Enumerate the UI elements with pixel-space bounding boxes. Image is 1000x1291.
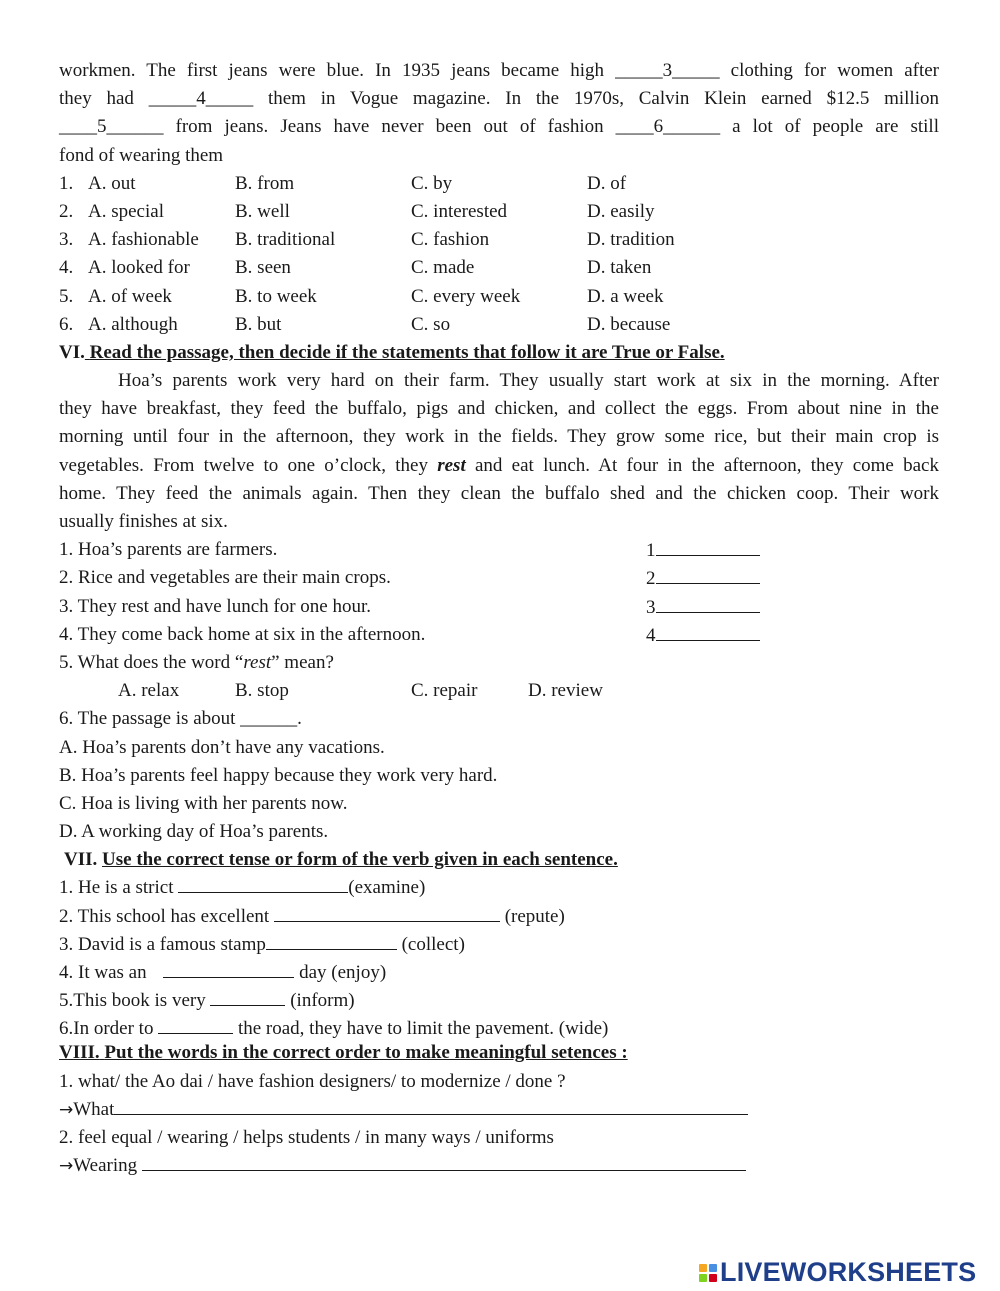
verb-item <box>59 931 939 959</box>
passage-line <box>59 452 939 480</box>
item-hint: (examine) <box>348 877 426 899</box>
liveworksheets-logo <box>699 1257 976 1288</box>
order-answer-row <box>59 1152 939 1180</box>
item-text: 3. David is a famous stamp <box>59 933 266 955</box>
section-numeral: VII. <box>64 849 98 871</box>
order-prompt: 1. what/ the Ao dai / have fashion designers/ to modernize / done ? <box>59 1070 566 1092</box>
option-d[interactable]: D. a week <box>587 285 664 307</box>
statement-row <box>59 536 939 564</box>
question-5 <box>59 649 939 677</box>
question-6: 6. The passage is about ______. <box>59 708 302 730</box>
option-row <box>59 198 939 226</box>
item-hint: the road, they have to limit the pavement. (wide) <box>233 1018 609 1040</box>
option-row <box>59 283 939 311</box>
option-b[interactable]: B. from <box>235 172 295 194</box>
item-text: 6.In order to <box>59 1018 159 1040</box>
option-number: 2. <box>59 200 74 222</box>
answer-input[interactable] <box>266 931 397 950</box>
passage-line: they had _____4_____ them in Vogue magazine. In the 1970s, Calvin Klein earned $12.5 million <box>59 88 939 110</box>
verb-item <box>59 874 939 902</box>
passage-line: morning until four in the afternoon, they work in the fields. They grow some rice, but their main crop is <box>59 426 939 448</box>
option-c[interactable]: C. fashion <box>411 229 490 251</box>
option-b[interactable]: B. well <box>235 200 290 222</box>
order-answer-row <box>59 1096 939 1124</box>
option-c[interactable]: C. so <box>411 313 451 335</box>
answer-input[interactable] <box>656 621 760 641</box>
answer-number: 2 <box>646 568 656 590</box>
answer-input[interactable] <box>656 593 760 613</box>
item-hint: (repute) <box>499 905 565 927</box>
section-title: Use the correct tense or form of the verb given in each sentence. <box>102 849 618 871</box>
option-row <box>59 311 939 339</box>
arrow-icon: → <box>59 1099 74 1120</box>
option-a[interactable]: A. out <box>88 172 136 194</box>
option-c[interactable]: C. Hoa is living with her parents now. <box>59 792 348 814</box>
statement-text: 4. They come back home at six in the afternoon. <box>59 623 426 645</box>
passage-text: vegetables. From twelve to one o’clock, they <box>59 454 438 476</box>
keyword-rest: rest <box>437 454 466 476</box>
option-c[interactable]: C. made <box>411 257 475 279</box>
order-prompt: 2. feel equal / wearing / helps students / in many ways / uniforms <box>59 1126 554 1148</box>
option-a[interactable]: A. special <box>88 200 164 222</box>
option-row <box>59 170 939 198</box>
answer-input[interactable] <box>142 1152 746 1171</box>
section-title: Put the words in the correct order to make meaningful setences : <box>104 1042 628 1064</box>
question-5-options <box>59 677 939 705</box>
option-b[interactable]: B. Hoa’s parents feel happy because they work very hard. <box>59 764 498 786</box>
statement-row <box>59 593 939 621</box>
passage-line: workmen. The first jeans were blue. In 1935 jeans became high _____3_____ clothing for women after <box>59 60 939 81</box>
verb-item <box>59 959 939 987</box>
section-heading <box>59 339 939 367</box>
option-a[interactable]: A. of week <box>88 285 172 307</box>
section-numeral: VIII. <box>59 1042 100 1064</box>
passage-line: fond of wearing them <box>59 144 224 166</box>
answer-input[interactable] <box>158 1015 233 1034</box>
option-c[interactable]: C. interested <box>411 200 508 222</box>
verb-item <box>59 903 939 931</box>
option-a[interactable]: A. looked for <box>88 257 190 279</box>
item-hint: (collect) <box>396 933 465 955</box>
option-number: 4. <box>59 257 74 279</box>
item-hint: day (enjoy) <box>294 962 387 983</box>
logo-square <box>709 1274 717 1282</box>
option-b[interactable]: B. stop <box>235 680 289 702</box>
option-row <box>59 226 939 254</box>
verb-item <box>59 987 939 1015</box>
item-text: 1. He is a strict <box>59 877 179 899</box>
option-d[interactable]: D. review <box>528 680 603 702</box>
logo-icon <box>699 1264 717 1282</box>
option-d[interactable]: D. A working day of Hoa’s parents. <box>59 821 329 843</box>
question-text: 5. What does the word “ <box>59 651 244 673</box>
logo-square <box>699 1264 707 1272</box>
answer-input[interactable] <box>114 1096 748 1115</box>
passage-line: they have breakfast, they feed the buffalo, pigs and chicken, and collect the eggs. From about nine in the <box>59 398 939 420</box>
section-heading <box>59 1039 939 1067</box>
statement-text: 3. They rest and have lunch for one hour. <box>59 595 372 617</box>
answer-input[interactable] <box>274 903 500 922</box>
option-b[interactable]: B. but <box>235 313 282 335</box>
passage-line: Hoa’s parents work very hard on their farm. They usually start work at six in the morning. After <box>118 370 939 392</box>
passage-line: usually finishes at six. <box>59 511 228 532</box>
verb-item <box>59 1015 939 1039</box>
question-text: ” mean? <box>271 651 334 673</box>
option-row <box>59 254 939 282</box>
answer-input[interactable] <box>178 874 348 893</box>
item-text: 2. This school has excellent <box>59 905 274 927</box>
logo-text: LIVEWORKSHEETS <box>720 1257 977 1287</box>
answer-input[interactable] <box>210 987 285 1006</box>
option-d[interactable]: D. of <box>587 172 627 194</box>
logo-square <box>699 1274 707 1282</box>
answer-blank <box>646 564 760 593</box>
option-number: 5. <box>59 285 74 307</box>
answer-blank <box>646 593 760 622</box>
section-title: Read the passage, then decide if the statements that follow it are True or False. <box>89 341 725 363</box>
passage-line: ____5______ from jeans. Jeans have never been out of fashion ____6______ a lot of people are still <box>59 116 939 138</box>
logo-square <box>709 1264 717 1272</box>
option-a[interactable]: A. fashionable <box>88 229 199 251</box>
option-a[interactable]: A. relax <box>118 680 180 702</box>
answer-number: 4 <box>646 624 656 646</box>
answer-number: 3 <box>646 596 656 618</box>
answer-input[interactable] <box>163 959 294 978</box>
option-d[interactable]: D. taken <box>587 257 652 279</box>
option-d[interactable]: D. easily <box>587 200 655 222</box>
answer-number: 1 <box>646 540 656 562</box>
statement-row <box>59 621 939 649</box>
worksheet-page <box>59 57 939 1180</box>
question-keyword: rest <box>243 651 272 673</box>
statement-text: 1. Hoa’s parents are farmers. <box>59 539 278 561</box>
answer-blank <box>646 536 760 565</box>
option-b[interactable]: B. traditional <box>235 229 336 251</box>
option-number: 3. <box>59 229 74 251</box>
option-number: 6. <box>59 313 74 335</box>
statement-text: 2. Rice and vegetables are their main crops. <box>59 567 391 589</box>
section-heading <box>59 846 939 874</box>
answer-input[interactable] <box>656 564 760 584</box>
option-c[interactable]: C. every week <box>411 285 521 307</box>
option-d[interactable]: D. because <box>587 313 671 335</box>
passage-line: home. They feed the animals again. Then they clean the buffalo shed and the chicken coop. Their work <box>59 482 939 504</box>
answer-blank <box>646 621 760 650</box>
option-b[interactable]: B. to week <box>235 285 317 307</box>
option-b[interactable]: B. seen <box>235 257 291 279</box>
item-text: 4. It was an <box>59 962 152 983</box>
item-hint: (inform) <box>285 990 355 1012</box>
answer-start: Wearing <box>73 1155 142 1177</box>
option-c[interactable]: C. by <box>411 172 453 194</box>
arrow-icon: → <box>59 1156 74 1177</box>
option-a[interactable]: A. although <box>88 313 178 335</box>
option-d[interactable]: D. tradition <box>587 229 675 251</box>
statement-row <box>59 564 939 592</box>
item-text: 5.This book is very <box>59 990 211 1012</box>
option-number: 1. <box>59 172 74 194</box>
option-a[interactable]: A. Hoa’s parents don’t have any vacations. <box>59 736 385 758</box>
option-c[interactable]: C. repair <box>411 680 478 702</box>
passage-text: and eat lunch. At four in the afternoon, they come back <box>465 454 939 476</box>
answer-start: What <box>73 1098 115 1120</box>
section-numeral: VI. <box>59 341 85 363</box>
answer-input[interactable] <box>656 536 760 556</box>
